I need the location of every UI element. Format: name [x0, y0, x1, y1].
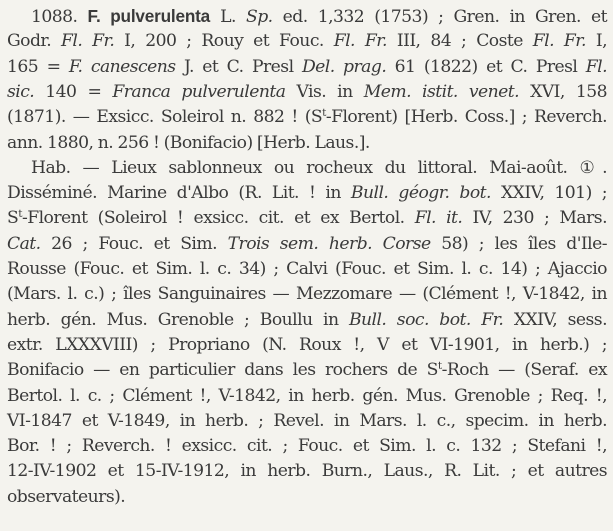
text-run: (1871). — Exsicc. Soleirol n. 882 ! (S	[7, 107, 323, 128]
habitat-line	[7, 434, 607, 459]
habitat-line	[7, 358, 607, 383]
habitat-line	[7, 232, 607, 257]
text-run: Bertol. l. c. ; Clément !, V-1842, in herb. gén. Mus. Grenoble ; Req. !,	[7, 385, 607, 406]
text-run: observateurs).	[7, 486, 126, 507]
text-run: 61 (1822) et C. Presl	[386, 56, 586, 77]
text-run: -Florent (Soleirol ! exsicc. cit. et ex Bertol.	[21, 208, 415, 229]
entry-line	[7, 131, 607, 156]
text-run: 140 =	[34, 81, 113, 102]
italic-citation: Fl. Fr.	[532, 31, 586, 52]
text-run: VI-1847 et V-1849, in herb. ; Revel. in Mars. l. c., specim. in herb.	[7, 410, 607, 431]
italic-citation: Sp.	[245, 7, 273, 27]
italic-citation: Bull. soc. bot. Fr.	[348, 309, 504, 330]
text-run: ed. 1,332 (1753) ; Gren. in Gren. et	[272, 7, 607, 27]
text-run: I,	[585, 31, 608, 52]
habitat-line	[7, 459, 607, 484]
text-run: XVI, 158	[519, 81, 607, 102]
italic-citation: Del. prag.	[301, 56, 387, 77]
entry-line	[31, 4, 607, 30]
italic-citation: Trois sem. herb. Corse	[227, 233, 431, 254]
habitat-line	[7, 282, 607, 307]
entry-line	[7, 80, 607, 105]
text-run: Bonifacio — en particulier dans les rochers de S	[7, 360, 438, 381]
text-run: XXIV, 101) ;	[490, 183, 608, 204]
text-run: Rousse (Fouc. et Sim. l. c. 34) ; Calvi (Fouc. et Sim. l. c. 14) ; Ajaccio	[7, 259, 607, 279]
text-run: -Florent) [Herb. Coss.] ; Reverch.	[325, 107, 608, 128]
habitat-line	[7, 485, 607, 510]
italic-citation: Fl. Fr.	[333, 31, 387, 52]
entry-line	[7, 55, 607, 80]
italic-citation: Fl. it.	[414, 208, 463, 229]
superscript: t	[18, 207, 22, 221]
text-run: extr. LXXXVIII) ; Propriano (N. Roux !, V et VI-1901, in herb.) ;	[7, 334, 607, 355]
habitat-line	[7, 206, 607, 231]
italic-citation: sic.	[7, 81, 35, 102]
text-run: L.	[220, 7, 246, 27]
text-run: (Mars. l. c.) ; îles Sanguinaires — Mezzomare — (Clément !, V-1842, in	[7, 284, 607, 305]
entry-line	[7, 105, 607, 130]
italic-citation: Franca pulverulenta	[112, 81, 286, 102]
text-run: S	[7, 208, 19, 229]
habitat-line	[7, 308, 607, 333]
text-run: Bor. ! ; Reverch. ! exsicc. cit. ; Fouc. et Sim. l. c. 132 ; Stefani !,	[7, 436, 607, 457]
text-run: -Roch — (Seraf. ex	[441, 360, 607, 381]
text-run: herb. gén. Mus. Grenoble ; Boullu in	[7, 309, 349, 330]
italic-citation: Fl.	[585, 56, 607, 77]
text-run: ann. 1880, n. 256 ! (Bonifacio) [Herb. Laus.].	[7, 132, 370, 153]
text-run: J. et C. Presl	[175, 56, 302, 77]
italic-citation: Cat.	[7, 233, 41, 254]
habitat-line	[7, 409, 607, 434]
text-run: IV, 230 ; Mars.	[462, 208, 607, 229]
text-run: Godr.	[7, 31, 62, 52]
text-run: XXIV, sess.	[503, 309, 607, 330]
italic-citation: Fl. Fr.	[61, 31, 115, 52]
text-run: 58) ; les îles d'Ile-	[430, 233, 607, 254]
entry-number: 1088.	[31, 7, 78, 27]
text-run: Hab. — Lieux sablonneux ou rocheux du littoral. Mai-août. ①.	[31, 157, 607, 178]
text-run: Disséminé. Marine d'Albo (R. Lit. ! in	[7, 183, 351, 204]
habitat-line	[7, 333, 607, 358]
habitat-line	[7, 257, 607, 282]
text-run: 26 ; Fouc. et Sim.	[40, 233, 228, 254]
habitat-line	[7, 384, 607, 409]
superscript: t	[322, 106, 326, 120]
italic-citation: F. canescens	[68, 56, 176, 77]
superscript: t	[437, 359, 442, 373]
text-run: 165 =	[7, 56, 69, 77]
italic-citation: Mem. istit. venet.	[363, 81, 520, 102]
italic-citation: Bull. géogr. bot.	[350, 183, 491, 204]
text-run: 12-IV-1902 et 15-IV-1912, in herb. Burn., Laus., R. Lit. ; et autres	[7, 461, 607, 482]
habitat-line	[31, 156, 607, 181]
text-run: I, 200 ; Rouy et Fouc.	[114, 31, 334, 52]
text-run: Vis. in	[285, 81, 364, 102]
species-name: F. pulverulenta	[87, 6, 211, 26]
entry-line	[7, 29, 607, 54]
text-run: III, 84 ; Coste	[386, 31, 533, 52]
habitat-line	[7, 181, 607, 206]
